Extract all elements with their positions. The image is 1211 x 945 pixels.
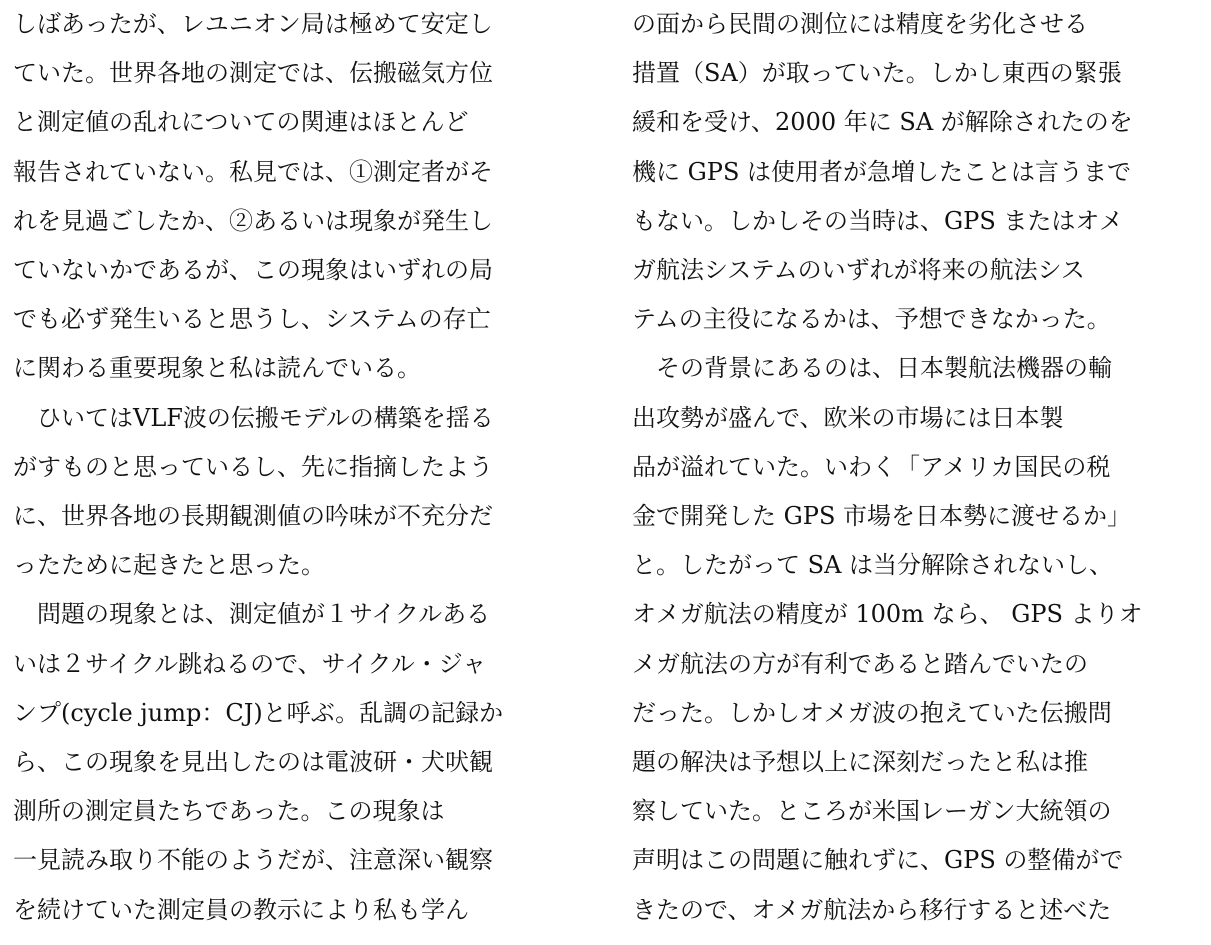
text-line: 措置（SA）が取っていた。しかし東西の緊張	[632, 59, 1122, 88]
text-line: を続けていた測定員の教示により私も学ん	[13, 895, 469, 924]
text-line: 察していた。ところが米国レーガン大統領の	[632, 797, 1112, 826]
text-line: しばあったが、レユニオン局は極めて安定し	[13, 10, 493, 38]
text-line: ひいてはVLF波の伝搬モデルの構築を揺る	[13, 403, 494, 432]
text-line: 金で開発した GPS 市場を日本勢に渡せるか」	[632, 502, 1132, 530]
text-line: の面から民間の測位には精度を劣化させる	[632, 10, 1088, 38]
text-line: オメガ航法の精度が 100m なら、 GPS よりオ	[632, 600, 1143, 629]
text-line: きたので、オメガ航法から移行すると述べた	[632, 895, 1112, 924]
text-line: いは２サイクル跳ねるので、サイクル・ジャ	[13, 649, 487, 678]
text-line: 題の解決は予想以上に深刻だったと私は推	[632, 748, 1088, 776]
text-line: 問題の現象とは、測定値が１サイクルある	[13, 600, 491, 629]
text-line: テムの主役になるかは、予想できなかった。	[632, 305, 1111, 334]
text-line: 出攻勢が盛んで、欧米の市場には日本製	[632, 403, 1064, 432]
text-line: 緩和を受け、2000 年に SA が解除されたのを	[632, 108, 1133, 137]
text-line: に関わる重要現象と私は読んでいる。	[13, 354, 421, 383]
text-line: 機に GPS は使用者が急増したことは言うまで	[632, 157, 1132, 186]
text-line: 測所の測定員たちであった。この現象は	[13, 797, 445, 826]
text-line: ったために起きたと思った。	[13, 551, 325, 580]
text-line: 一見読み取り不能のようだが、注意深い観察	[13, 846, 493, 875]
text-line: でも必ず発生いると思うし、システムの存亡	[13, 305, 491, 334]
text-line: と測定値の乱れについての関連はほとんど	[13, 108, 469, 137]
text-line: と。したがって SA は当分解除されないし、	[632, 551, 1114, 580]
text-line: だった。しかしオメガ波の抱えていた伝搬問	[632, 698, 1112, 727]
text-line: ていた。世界各地の測定では、伝搬磁気方位	[13, 59, 493, 88]
text-line: ンプ(cycle jump：CJ)と呼ぶ。乱調の記録か	[13, 698, 504, 727]
text-line: 品が溢れていた。いわく「アメリカ国民の税	[632, 452, 1111, 481]
text-line: 声明はこの問題に触れずに、GPS の整備がで	[632, 846, 1124, 875]
text-line: ら、この現象を見出したのは電波研・犬吠観	[13, 748, 493, 776]
text-line: ガ航法システムのいずれが将来の航法シス	[632, 256, 1085, 284]
text-line: 報告されていない。私見では、①測定者がそ	[13, 157, 493, 186]
text-line: メガ航法の方が有利であると踏んでいたの	[632, 649, 1088, 678]
text-line: もない。しかしその当時は、GPS またはオメ	[632, 206, 1124, 235]
text-line: に、世界各地の長期観測値の吟味が不充分だ	[13, 502, 493, 530]
text-line: れを見過ごしたか、②あるいは現象が発生し	[13, 206, 493, 235]
text-line: ていないかであるが、この現象はいずれの局	[13, 256, 493, 284]
text-line: その背景にあるのは、日本製航法機器の輸	[632, 354, 1112, 383]
text-line: がすものと思っているし、先に指摘したよう	[13, 452, 493, 481]
